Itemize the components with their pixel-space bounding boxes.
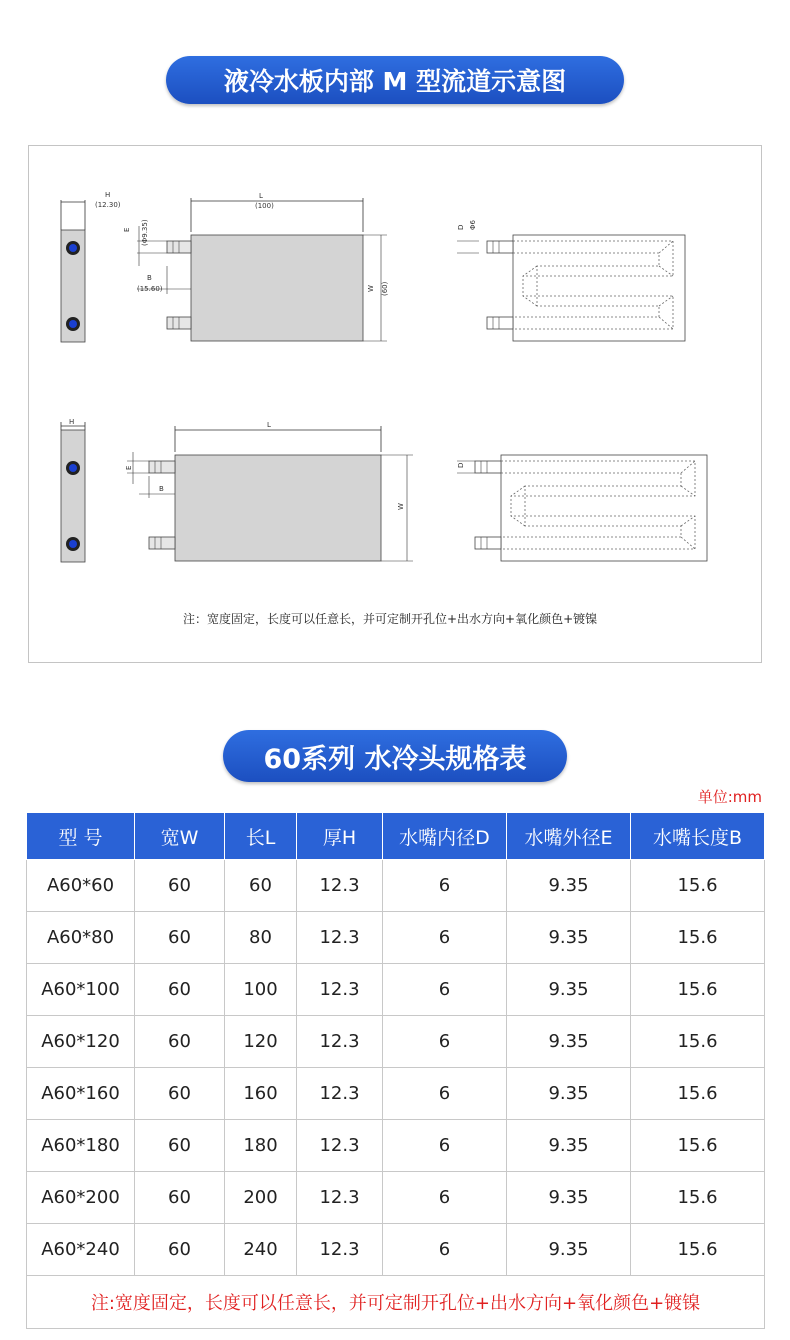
channel-d-label-2: D	[457, 462, 465, 468]
cell-inner-diameter: 6	[383, 1120, 507, 1172]
cell-thickness: 12.3	[297, 1120, 383, 1172]
cell-model: A60*200	[27, 1172, 135, 1224]
front-view-top	[123, 192, 389, 341]
cell-outer-diameter: 9.35	[507, 1224, 631, 1276]
cell-outer-diameter: 9.35	[507, 1172, 631, 1224]
cell-nozzle-length: 15.6	[631, 912, 765, 964]
port-icon	[69, 464, 77, 472]
cell-nozzle-length: 15.6	[631, 1172, 765, 1224]
cell-width: 60	[135, 1016, 225, 1068]
front-e-label: E	[123, 227, 131, 232]
cell-length: 240	[225, 1224, 297, 1276]
side-h-label-2: H	[69, 418, 75, 426]
header-nozzle-length: 水嘴长度B	[631, 813, 765, 860]
cell-length: 60	[225, 860, 297, 912]
cell-length: 120	[225, 1016, 297, 1068]
header-model: 型 号	[27, 813, 135, 860]
cell-nozzle-length: 15.6	[631, 1068, 765, 1120]
table-row	[27, 860, 765, 912]
cell-width: 60	[135, 1224, 225, 1276]
cell-inner-diameter: 6	[383, 860, 507, 912]
cell-length: 200	[225, 1172, 297, 1224]
cell-model: A60*100	[27, 964, 135, 1016]
cell-thickness: 12.3	[297, 1172, 383, 1224]
cell-inner-diameter: 6	[383, 1224, 507, 1276]
port-icon	[69, 320, 77, 328]
section-title-diagram: 液冷水板内部 M 型流道示意图	[166, 56, 624, 104]
spec-table	[26, 812, 765, 1329]
table-note: 注:宽度固定，长度可以任意长，并可定制开孔位+出水方向+氧化颜色+镀镍	[27, 1276, 765, 1329]
cell-model: A60*60	[27, 860, 135, 912]
header-outer-diameter: 水嘴外径E	[507, 813, 631, 860]
cell-length: 80	[225, 912, 297, 964]
front-e-value: (Φ9.35)	[141, 219, 149, 246]
header-width: 宽W	[135, 813, 225, 860]
table-row	[27, 964, 765, 1016]
cell-thickness: 12.3	[297, 1016, 383, 1068]
front-e-label-2: E	[125, 465, 133, 470]
cell-inner-diameter: 6	[383, 964, 507, 1016]
cell-length: 100	[225, 964, 297, 1016]
front-b-label: B	[147, 274, 152, 282]
front-l-value: (100)	[255, 202, 274, 210]
header-length: 长L	[225, 813, 297, 860]
cell-model: A60*120	[27, 1016, 135, 1068]
channel-d-value: Φ6	[469, 220, 477, 230]
table-row	[27, 1068, 765, 1120]
channel-d-label: D	[457, 224, 465, 230]
port-icon	[69, 244, 77, 252]
front-w-label: W	[367, 285, 375, 292]
cell-thickness: 12.3	[297, 1224, 383, 1276]
cell-nozzle-length: 15.6	[631, 964, 765, 1016]
table-row	[27, 1224, 765, 1276]
cell-nozzle-length: 15.6	[631, 1120, 765, 1172]
cell-width: 60	[135, 912, 225, 964]
port-icon	[69, 540, 77, 548]
cell-nozzle-length: 15.6	[631, 1016, 765, 1068]
front-w-label-2: W	[397, 503, 405, 510]
cell-outer-diameter: 9.35	[507, 1068, 631, 1120]
cell-thickness: 12.3	[297, 964, 383, 1016]
side-h-label: H	[105, 191, 111, 199]
cell-length: 180	[225, 1120, 297, 1172]
cell-outer-diameter: 9.35	[507, 964, 631, 1016]
cell-inner-diameter: 6	[383, 912, 507, 964]
front-w-value: (60)	[381, 281, 389, 296]
cell-thickness: 12.3	[297, 912, 383, 964]
front-l-label: L	[259, 192, 263, 200]
cell-model: A60*180	[27, 1120, 135, 1172]
technical-drawing	[29, 146, 761, 662]
section-title-spec: 60系列 水冷头规格表	[223, 730, 567, 782]
table-row	[27, 912, 765, 964]
cell-outer-diameter: 9.35	[507, 912, 631, 964]
front-view-bottom	[125, 421, 413, 561]
cell-width: 60	[135, 964, 225, 1016]
cell-thickness: 12.3	[297, 1068, 383, 1120]
cell-inner-diameter: 6	[383, 1068, 507, 1120]
side-view-top	[61, 191, 121, 342]
cell-outer-diameter: 9.35	[507, 860, 631, 912]
front-b-label-2: B	[159, 485, 164, 493]
cell-length: 160	[225, 1068, 297, 1120]
cell-width: 60	[135, 1068, 225, 1120]
table-row	[27, 1120, 765, 1172]
cell-inner-diameter: 6	[383, 1016, 507, 1068]
front-b-value: (15.60)	[137, 285, 163, 293]
channel-view-top	[457, 219, 685, 341]
cell-model: A60*80	[27, 912, 135, 964]
cell-inner-diameter: 6	[383, 1172, 507, 1224]
cell-model: A60*240	[27, 1224, 135, 1276]
cell-width: 60	[135, 860, 225, 912]
cell-thickness: 12.3	[297, 860, 383, 912]
cell-width: 60	[135, 1172, 225, 1224]
table-header-row	[27, 813, 765, 860]
cell-width: 60	[135, 1120, 225, 1172]
diagram-panel	[28, 145, 762, 663]
front-l-label-2: L	[267, 421, 271, 429]
header-inner-diameter: 水嘴内径D	[383, 813, 507, 860]
channel-view-bottom	[457, 455, 707, 561]
table-row	[27, 1172, 765, 1224]
table-row	[27, 1016, 765, 1068]
cell-nozzle-length: 15.6	[631, 860, 765, 912]
side-h-value: (12.30)	[95, 201, 121, 209]
cell-model: A60*160	[27, 1068, 135, 1120]
cell-outer-diameter: 9.35	[507, 1016, 631, 1068]
table-note-row	[27, 1276, 765, 1329]
unit-label: 单位:mm	[697, 788, 762, 806]
cell-nozzle-length: 15.6	[631, 1224, 765, 1276]
diagram-note: 注：宽度固定，长度可以任意长，并可定制开孔位+出水方向+氧化颜色+镀镍	[183, 612, 598, 626]
side-view-bottom	[61, 418, 85, 562]
cell-outer-diameter: 9.35	[507, 1120, 631, 1172]
header-thickness: 厚H	[297, 813, 383, 860]
